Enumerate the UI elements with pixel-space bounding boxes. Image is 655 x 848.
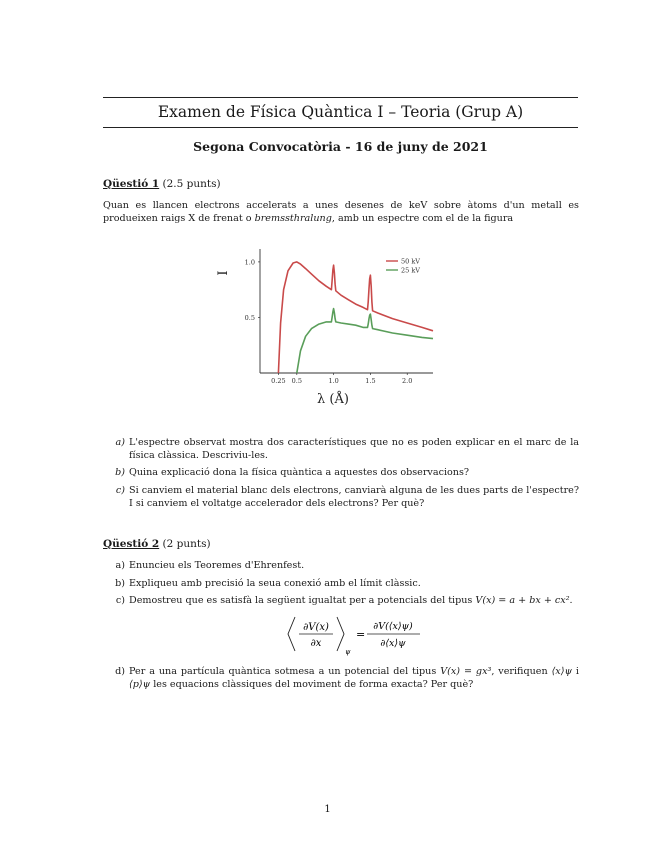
legend-label-1: 25 kV [401, 266, 420, 275]
q2-expect-x: ⟨x⟩ψ [551, 666, 572, 677]
q2-item-d [103, 665, 579, 691]
lhs-numerator: ∂V(x) [303, 622, 329, 633]
exam-title: Examen de Física Quàntica I – Teoria (Grup A) [157, 103, 524, 121]
equals-sign: = [356, 628, 366, 641]
q1-item-b-text: Quina explicació dona la física quàntica a aquestes dos observacions? [129, 467, 470, 478]
q1-item-a [103, 436, 579, 462]
exam-subtitle: Segona Convocatòria - 16 de juny de 2021 [193, 139, 488, 154]
q2-item-d-text-1: Per a una partícula quàntica sotmesa a un potencial del tipus [129, 666, 441, 677]
y-tick-label-0: 1.0 [244, 258, 255, 267]
q2-points: (2 punts) [162, 538, 211, 550]
x-tick-label-3: 1.5 [365, 377, 376, 385]
q2-potential-d: V(x) = gx³ [440, 666, 492, 677]
ehrenfest-equation [285, 614, 425, 658]
legend-label-0: 50 kV [401, 257, 420, 266]
q1-item-b [103, 466, 579, 479]
q2-item-b [103, 577, 579, 590]
q2-item-b-text: Expliqueu amb precisió la seua conexió amb el límit clàssic. [129, 578, 421, 589]
title-rule [103, 127, 578, 128]
q2-label: Qüestió 2 [103, 538, 160, 550]
right-angle-bracket [337, 617, 344, 651]
x-tick-label-0: 0.25 [271, 377, 286, 385]
q1-item-a-text: L'espectre observat mostra dos característiques que no es poden explicar en el marc de la física clàssica. Descriviu-les. [129, 437, 579, 461]
q2-potential-c: V(x) = a + bx + cx² [475, 595, 570, 606]
y-tick-label-1: 0.5 [244, 313, 255, 322]
series-line-0 [278, 262, 433, 373]
q1-heading [103, 178, 221, 190]
q2-expect-p: ⟨p⟩ψ [129, 679, 151, 690]
top-rule [103, 97, 578, 98]
x-tick-label-2: 1.0 [328, 377, 339, 385]
page-number: 1 [324, 804, 331, 815]
q2-item-c-label: c) [115, 595, 125, 606]
q1-item-b-label: b) [115, 467, 125, 478]
x-tick-label-4: 2.0 [402, 377, 413, 385]
q1-intro-term: bremssthralung [254, 213, 332, 224]
lhs-subscript: ψ [345, 648, 351, 656]
rhs-denominator: ∂⟨x⟩ψ [380, 638, 406, 649]
q2-item-a-label: a) [115, 560, 125, 571]
q2-item-a [103, 559, 579, 572]
q2-item-d-text-2: , verifiquen [491, 666, 552, 677]
spectrum-chart [215, 245, 445, 410]
y-axis-label: I [216, 270, 231, 276]
x-axis-label: λ (Å) [317, 392, 349, 407]
q1-intro-part1: Quan es llancen electrons accelerats a unes desenes de keV sobre àtoms d'un metall es produeixen raigs X de frenat o [103, 200, 579, 224]
q1-item-c-label: c) [115, 485, 125, 496]
q2-item-c [103, 594, 579, 607]
q1-points: (2.5 punts) [162, 178, 221, 190]
q2-item-d-text-4: les equacions clàssiques del moviment de forma exacta? Per què? [150, 679, 474, 690]
q2-item-d-text [129, 665, 579, 691]
left-angle-bracket [288, 617, 295, 651]
q2-heading [103, 538, 211, 550]
q1-intro [103, 199, 579, 225]
q2-item-c-text: Demostreu que es satisfà la següent igualtat per a potencials del tipus V(x) = a + bx + cx². [129, 595, 573, 606]
q1-item-a-label: a) [115, 437, 125, 448]
rhs-numerator: ∂V(⟨x⟩ψ) [373, 621, 413, 632]
q1-label: Qüestió 1 [103, 178, 160, 190]
q1-intro-part2: , amb un espectre com el de la figura [331, 213, 514, 224]
series-line-1 [297, 309, 433, 373]
q1-item-c-text: Si canviem el material blanc dels electrons, canviarà alguna de les dues parts de l'espectre? I si canviem el voltatge accelerador dels electrons? Per què? [129, 485, 579, 509]
q2-item-c-text-main: Demostreu que es satisfà la següent igualtat per a potencials del tipus [129, 595, 476, 606]
q2-item-d-text-3: i [571, 666, 579, 677]
q2-item-b-label: b) [115, 578, 125, 589]
q1-item-c [103, 484, 579, 510]
q2-item-d-label: d) [115, 666, 125, 677]
q2-item-a-text: Enuncieu els Teoremes d'Ehrenfest. [129, 560, 305, 571]
x-tick-label-1: 0.5 [291, 377, 302, 385]
lhs-denominator: ∂x [310, 638, 322, 649]
